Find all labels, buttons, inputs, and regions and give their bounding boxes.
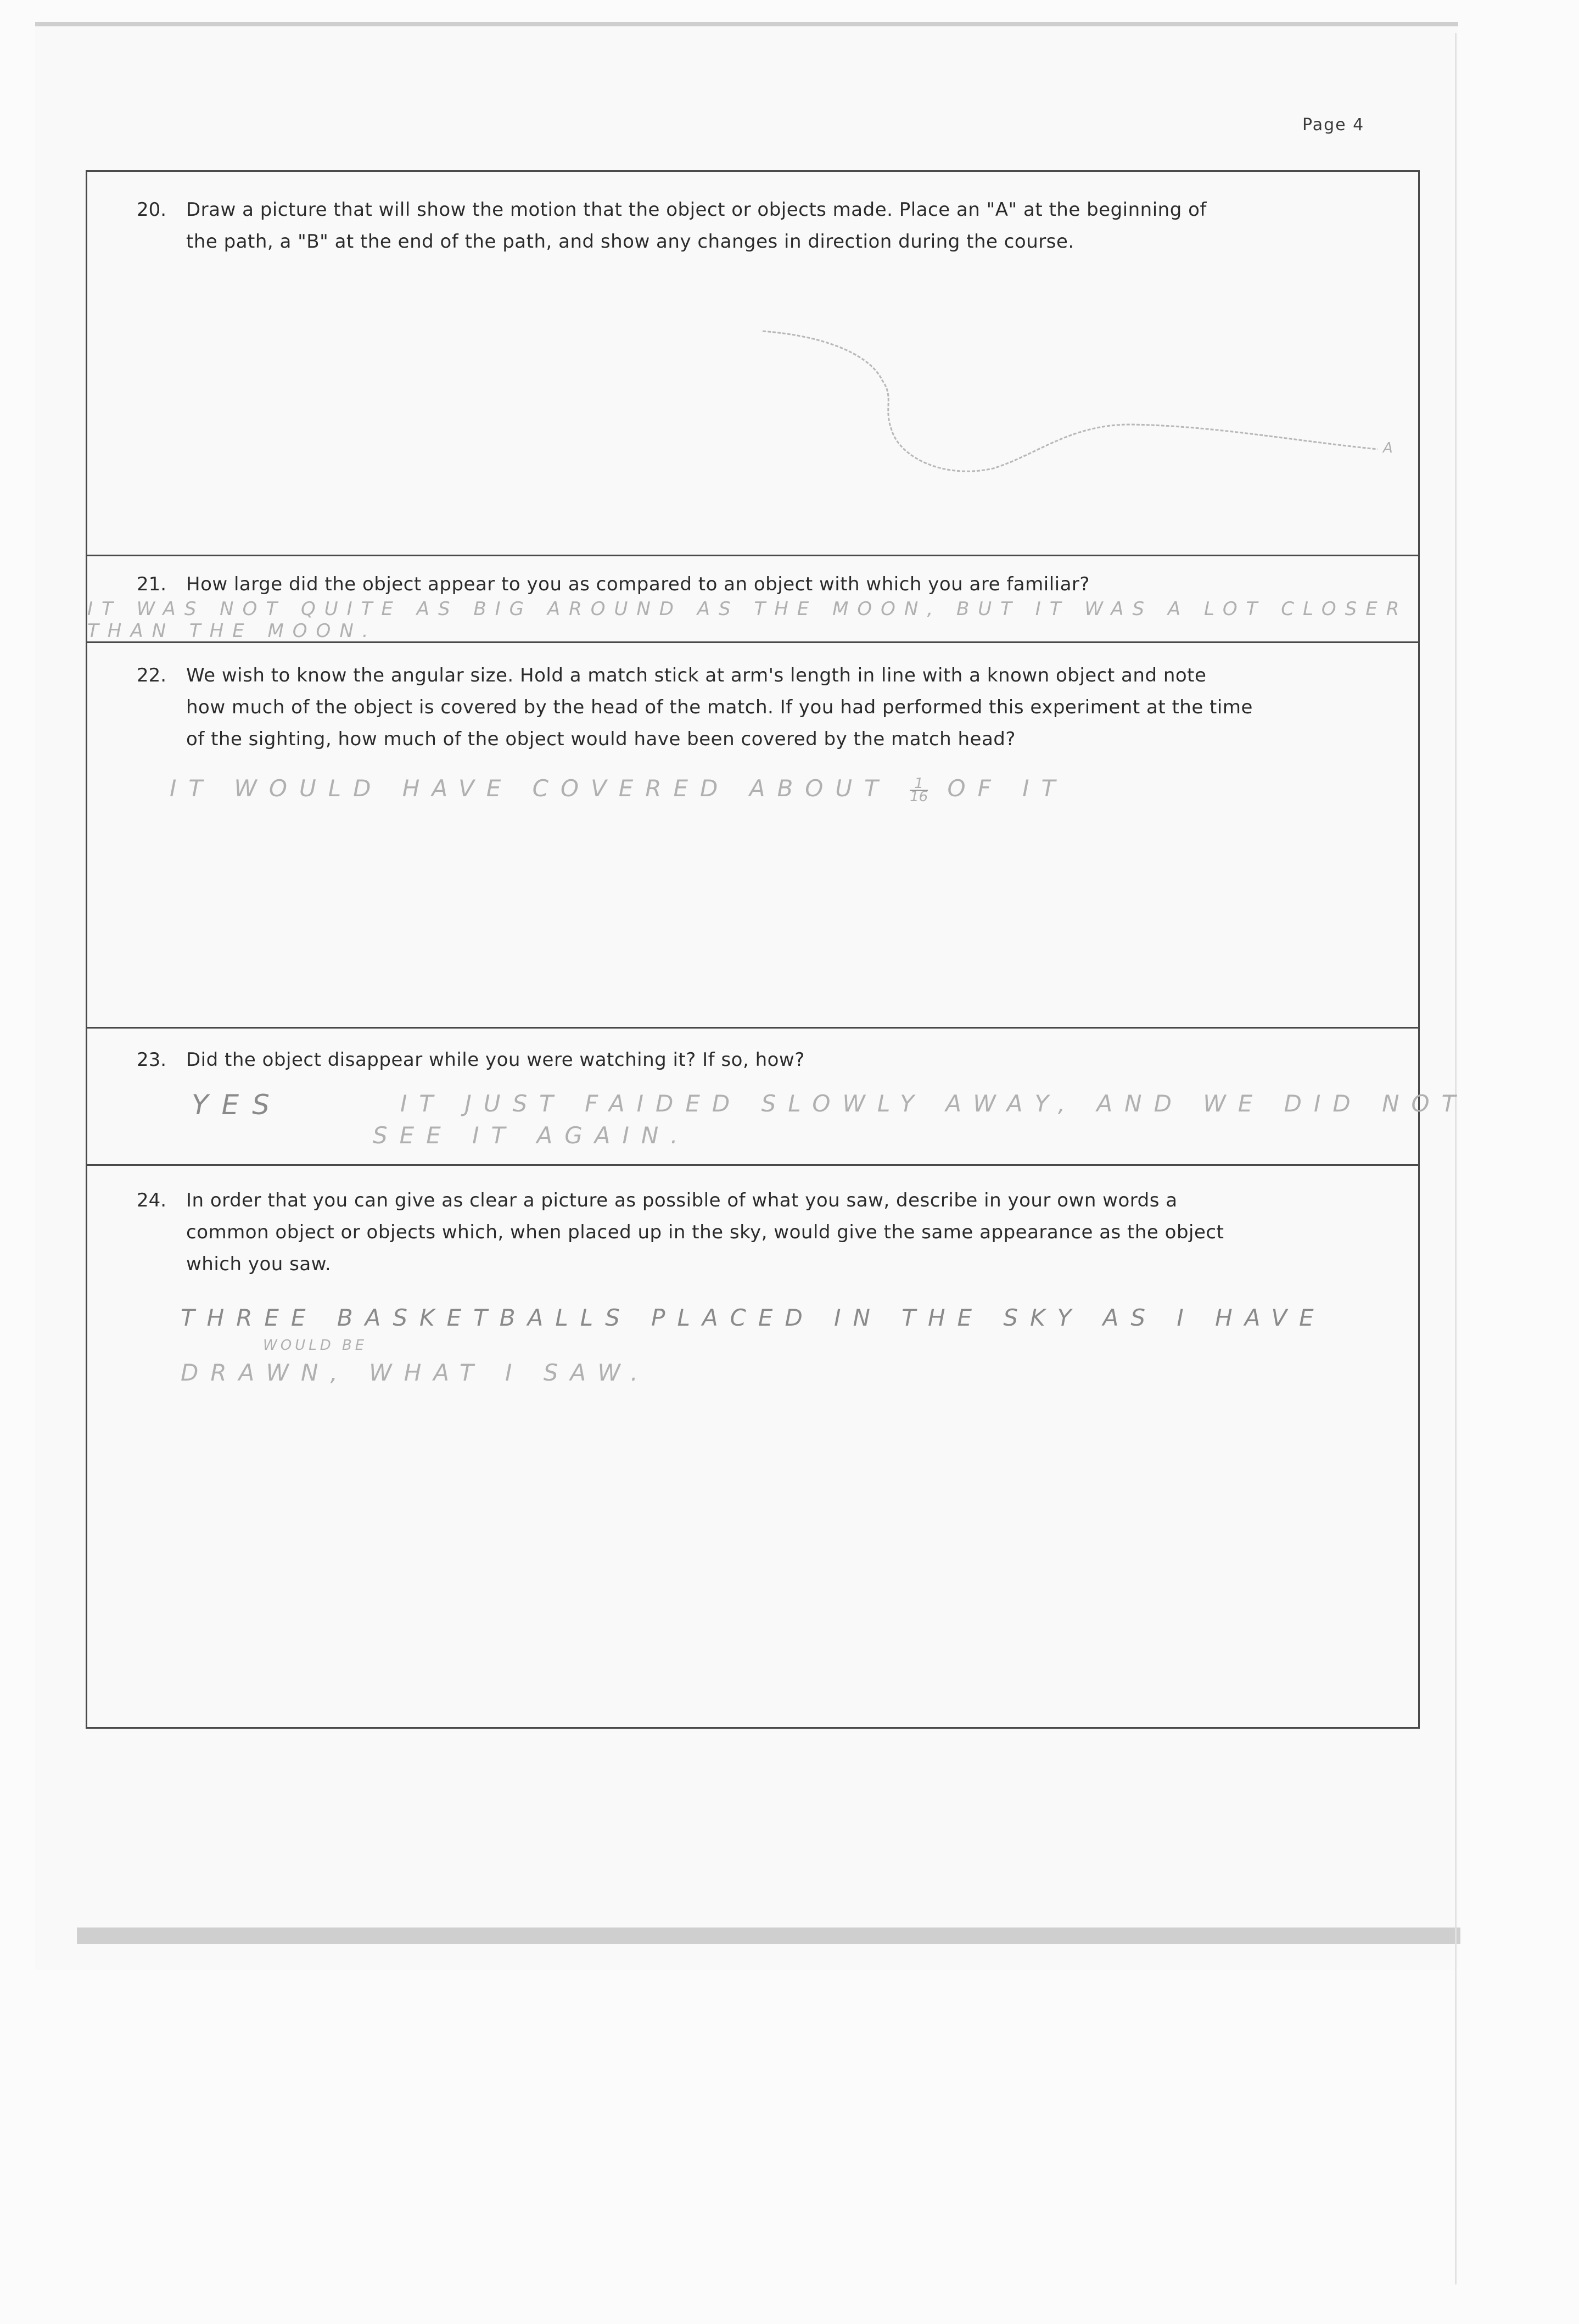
question-23-answer-line1: IT JUST FAIDED SLOWLY AWAY, AND WE DID NOT <box>400 1090 1468 1117</box>
question-22-text-line1: We wish to know the angular size. Hold a match stick at arm's length in line with a known object and note <box>186 664 1207 686</box>
question-20-text-line1: Draw a picture that will show the motion that the object or objects made. Place an "A" at the beginning of <box>186 199 1207 221</box>
question-number: 24. <box>137 1189 167 1211</box>
question-22-answer-text: IT WOULD HAVE COVERED ABOUT <box>170 775 891 802</box>
motion-path-drawing <box>87 172 1418 556</box>
question-24-answer-line1: THREE BASKETBALLS PLACED IN THE SKY AS I HAVE <box>181 1304 1326 1331</box>
question-number: 23. <box>137 1049 167 1071</box>
question-24-answer-insert: WOULD BE <box>263 1337 368 1354</box>
question-number: 22. <box>137 664 167 686</box>
question-23-answer-line2: SEE IT AGAIN. <box>373 1122 690 1149</box>
question-20-section <box>87 172 1418 556</box>
page-number: Page 4 <box>1302 115 1365 135</box>
question-number: 21. <box>137 573 167 595</box>
fraction-denominator: 16 <box>910 788 928 805</box>
question-22-answer-tail: OF IT <box>947 775 1068 802</box>
question-24-text-line1: In order that you can give as clear a picture as possible of what you saw, describe in your own words a <box>186 1189 1178 1211</box>
sheet-edge <box>1455 33 1457 2284</box>
question-number: 20. <box>137 199 167 221</box>
fraction-numerator: 1 <box>914 775 923 792</box>
answer-fraction <box>910 775 928 805</box>
page-shadow <box>77 1928 1460 1944</box>
question-20-text-line2: the path, a "B" at the end of the path, and show any changes in direction during the course. <box>186 231 1074 253</box>
question-22-text-line2: how much of the object is covered by the head of the match. If you had performed this experiment at the time <box>186 696 1253 718</box>
question-23-text: Did the object disappear while you were watching it? If so, how? <box>186 1049 805 1071</box>
questionnaire-form <box>86 170 1468 1729</box>
question-21-answer-line2: THAN THE MOON. <box>87 620 377 642</box>
question-22-section <box>87 643 1418 1029</box>
question-24-section <box>87 1166 1418 1727</box>
question-21-section <box>87 556 1418 643</box>
question-24-text-line3: which you saw. <box>186 1253 332 1275</box>
question-21-text: How large did the object appear to you as compared to an object with which you are familiar? <box>186 573 1090 595</box>
question-24-text-line2: common object or objects which, when placed up in the sky, would give the same appearance as the object <box>186 1221 1224 1243</box>
question-23-answer-yes: YES <box>192 1089 283 1121</box>
question-22-text-line3: of the sighting, how much of the object would have been covered by the match head? <box>186 728 1016 750</box>
question-21-answer-line1: IT WAS NOT QUITE AS BIG AROUND AS THE MOON, BUT IT WAS A LOT CLOSER <box>87 598 1408 620</box>
question-22-answer <box>170 775 1067 803</box>
question-24-answer-line2: DRAWN, WHAT I SAW. <box>181 1359 650 1386</box>
path-end-label: A <box>1383 440 1393 456</box>
question-23-section <box>87 1029 1468 1166</box>
